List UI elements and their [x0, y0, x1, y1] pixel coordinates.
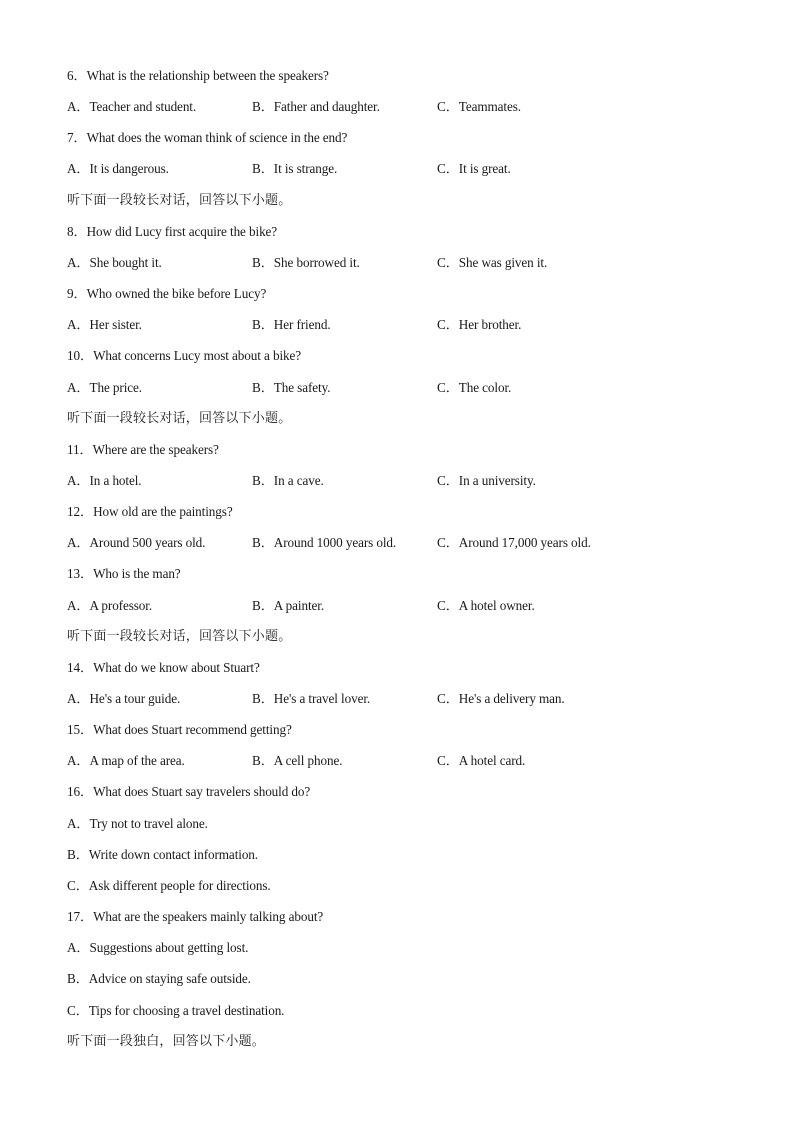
option-a: A．A map of the area.: [67, 753, 185, 769]
option-c: C．Around 17,000 years old.: [437, 535, 591, 551]
option-line: C．Tips for choosing a travel destination.: [67, 1002, 285, 1018]
question-text: 10．What concerns Lucy most about a bike?: [67, 348, 302, 364]
option-a: A．In a hotel.: [67, 472, 142, 488]
option-a: A．The price.: [67, 379, 142, 395]
question-text: 17．What are the speakers mainly talking about?: [67, 909, 324, 924]
option-line: B．Advice on staying safe outside.: [67, 971, 251, 987]
section-instruction: 听下面一段较长对话，回答以下小题。: [67, 410, 292, 426]
option-b: B．In a cave.: [252, 472, 324, 488]
option-line: A．Suggestions about getting lost.: [67, 940, 249, 956]
option-c: C．She was given it.: [437, 254, 548, 270]
section-instruction: 听下面一段独白，回答以下小题。: [67, 1033, 266, 1049]
option-c: C．He's a delivery man.: [437, 691, 565, 706]
option-c: C．It is great.: [437, 161, 511, 177]
option-b: B．A painter.: [252, 597, 325, 613]
option-c: C．In a university.: [437, 472, 536, 488]
option-b: B．He's a travel lover.: [252, 691, 371, 706]
question-text: 15．What does Stuart recommend getting?: [67, 722, 292, 738]
option-a: A．Teacher and student.: [67, 99, 197, 115]
option-c: C．Her brother.: [437, 317, 522, 333]
section-instruction: 听下面一段较长对话，回答以下小题。: [67, 628, 292, 644]
option-b: B．Around 1000 years old.: [252, 535, 397, 551]
option-line: A．Try not to travel alone.: [67, 815, 208, 831]
question-text: 12．How old are the paintings?: [67, 504, 233, 520]
question-text: 16．What does Stuart say travelers should do?: [67, 784, 311, 800]
option-b: B．It is strange.: [252, 161, 338, 177]
option-line: C．Ask different people for directions.: [67, 877, 271, 893]
option-c: C．A hotel card.: [437, 753, 526, 769]
question-text: 6．What is the relationship between the speakers?: [67, 68, 329, 83]
question-text: 8．How did Lucy first acquire the bike?: [67, 223, 278, 239]
question-text: 11．Where are the speakers?: [67, 441, 219, 457]
option-b: B．A cell phone.: [252, 753, 343, 769]
option-c: C．A hotel owner.: [437, 597, 535, 613]
option-a: A．It is dangerous.: [67, 161, 169, 177]
option-a: A．Around 500 years old.: [67, 535, 206, 551]
option-b: B．Her friend.: [252, 317, 331, 333]
option-c: C．The color.: [437, 379, 512, 395]
option-a: A．She bought it.: [67, 254, 162, 270]
question-text: 14．What do we know about Stuart?: [67, 659, 260, 675]
question-text: 9．Who owned the bike before Lucy?: [67, 286, 267, 301]
question-text: 13．Who is the man?: [67, 566, 181, 582]
option-a: A．He's a tour guide.: [67, 691, 181, 706]
option-b: B．Father and daughter.: [252, 99, 380, 115]
option-a: A．A professor.: [67, 597, 153, 613]
option-c: C．Teammates.: [437, 99, 521, 115]
option-a: A．Her sister.: [67, 317, 142, 333]
option-b: B．The safety.: [252, 379, 331, 395]
question-text: 7．What does the woman think of science in the end?: [67, 130, 348, 146]
option-b: B．She borrowed it.: [252, 254, 360, 270]
section-instruction: 听下面一段较长对话，回答以下小题。: [67, 192, 292, 208]
option-line: B．Write down contact information.: [67, 846, 259, 862]
